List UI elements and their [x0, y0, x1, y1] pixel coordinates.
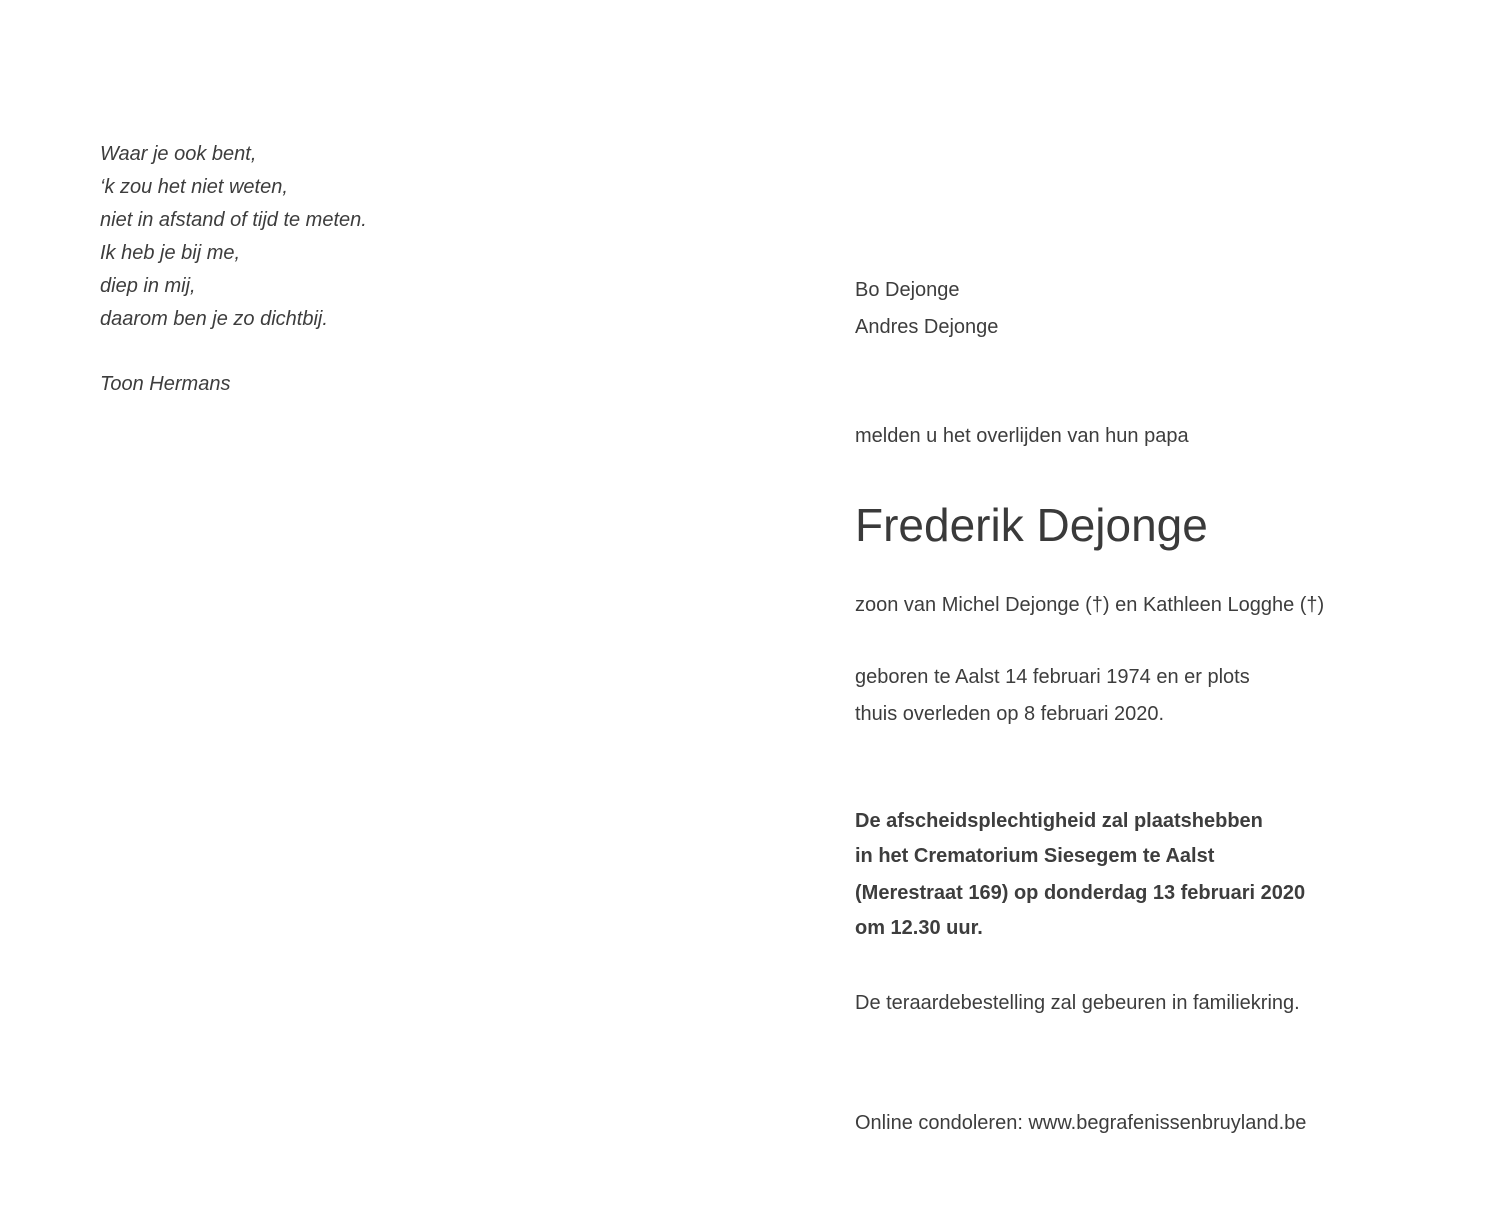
announcer-name: Andres Dejonge [855, 316, 999, 338]
birth-death-line: thuis overleden op 8 februari 2020. [855, 703, 1165, 725]
deceased-name: Frederik Dejonge [855, 499, 1208, 551]
ceremony-line: om 12.30 uur. [855, 917, 983, 939]
parents-text: zoon van Michel Dejonge (†) en Kathleen Logghe (†) [855, 594, 1325, 616]
poem-line: daarom ben je zo dichtbij. [100, 308, 328, 330]
ceremony-line: De afscheidsplechtigheid zal plaatshebben [855, 810, 1263, 832]
poem-line: Ik heb je bij me, [100, 242, 241, 264]
poem-line: diep in mij, [100, 275, 196, 297]
poem-line: Waar je ook bent, [100, 143, 257, 165]
condolences-text: Online condoleren: www.begrafenissenbruyland.be [855, 1112, 1307, 1134]
ceremony-line: (Merestraat 169) op donderdag 13 februari 2020 [855, 882, 1306, 904]
ceremony-line: in het Crematorium Siesegem te Aalst [855, 845, 1215, 867]
intro-text: melden u het overlijden van hun papa [855, 425, 1189, 447]
poem-author: Toon Hermans [100, 373, 231, 395]
poem-block [100, 138, 700, 401]
poem-line: ‘k zou het niet weten, [100, 176, 288, 198]
poem-line: niet in afstand of tijd te meten. [100, 209, 367, 231]
announcer-name: Bo Dejonge [855, 279, 960, 301]
burial-text: De teraardebestelling zal gebeuren in familiekring. [855, 992, 1300, 1014]
birth-death-line: geboren te Aalst 14 februari 1974 en er plots [855, 666, 1250, 688]
